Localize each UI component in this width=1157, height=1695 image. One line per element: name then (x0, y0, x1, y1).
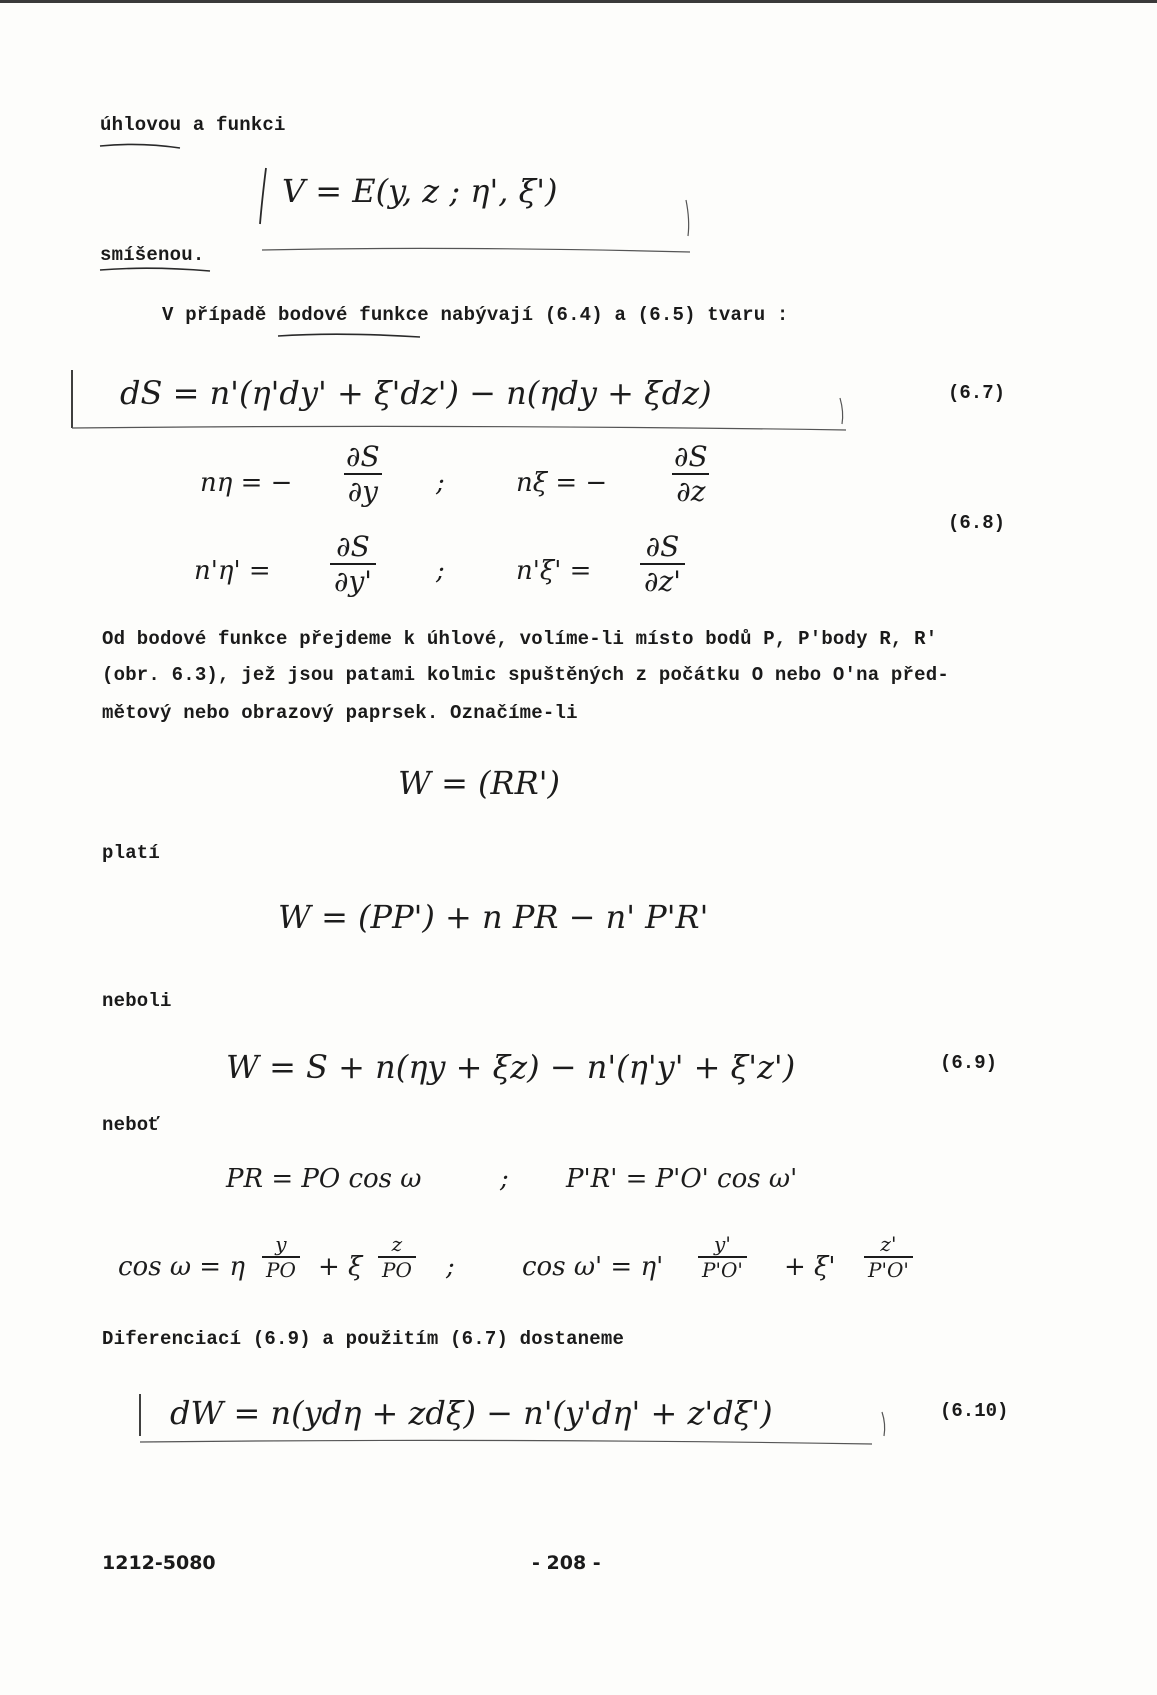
fraction-numerator: ∂S (336, 530, 370, 563)
equation-cos-right-fraction-2 (864, 1232, 913, 1282)
fraction-numerator: ∂S (346, 440, 380, 473)
equation-6-9: W = S + n(ηy + ξz) − n'(η'y' + ξ'z') (226, 1048, 796, 1086)
equation-PR-prime: P'R' = P'O' cos ω' (566, 1164, 798, 1194)
page-number: - 208 - (532, 1552, 601, 1574)
fraction-numerator: y' (714, 1232, 731, 1256)
equation-6-10: dW = n(ydη + zdξ) − n'(y'dη' + z'dξ') (170, 1394, 773, 1432)
equation-6-8d-fraction (640, 530, 685, 598)
text-paragraph-3: Diferenciací (6.9) a použitím (6.7) dostaneme (102, 1328, 625, 1350)
text-neboli: neboli (102, 990, 172, 1012)
equation-6-8d-lhs: n'ξ' = (516, 556, 592, 586)
equation-number-6-7: (6.7) (948, 382, 1006, 404)
text-plati: platí (102, 842, 161, 864)
text-paragraph-2-line-3: mětový nebo obrazový paprsek. Označíme-li (102, 702, 578, 724)
equation-W: W = (RR') (398, 764, 560, 802)
fraction-denominator: ∂z' (640, 563, 685, 598)
text-line-smisenou: smíšenou. (100, 244, 205, 266)
fraction-denominator: ∂y (344, 473, 382, 508)
fraction-numerator: ∂S (645, 530, 680, 563)
equation-cos-left-mid: + ξ (318, 1252, 363, 1282)
fraction-denominator: ∂z (672, 473, 709, 508)
equation-number-6-9: (6.9) (940, 1052, 998, 1074)
fraction-numerator: y (275, 1232, 287, 1256)
equation-cos-right-prefix: cos ω' = η' (522, 1252, 664, 1282)
fraction-numerator: z (391, 1232, 403, 1256)
footer-code: 1212-5080 (102, 1552, 216, 1574)
equation-cos-left-prefix: cos ω = η (118, 1252, 245, 1282)
text-paragraph-2-line-1: Od bodové funkce přejdeme k úhlové, volíme-li místo bodů P, P'body R, R' (102, 628, 938, 650)
text-paragraph-1: V případě bodové funkce nabývají (6.4) a (6.5) tvaru : (162, 304, 789, 326)
fraction-denominator: P'O' (864, 1256, 913, 1282)
equation-cos-right-fraction-1 (698, 1232, 747, 1282)
fraction-denominator: P'O' (698, 1256, 747, 1282)
equation-6-8c-lhs: n'η' = (194, 556, 271, 586)
equation-W-expansion: W = (PP') + n PR − n' P'R' (278, 898, 709, 936)
separator-semicolon: ; (500, 1164, 509, 1194)
equation-V: V = E(y, z ; η', ξ') (282, 172, 558, 210)
separator-semicolon: ; (436, 556, 445, 586)
equation-PR: PR = PO cos ω (226, 1164, 422, 1194)
text-nebot: neboť (102, 1114, 161, 1136)
text-line-uhlovou: úhlovou a funkci (100, 114, 286, 136)
equation-6-8b-lhs: nξ = − (516, 468, 608, 498)
equation-number-6-10: (6.10) (940, 1400, 1009, 1422)
fraction-numerator: z' (880, 1232, 897, 1256)
equation-cos-left-fraction-2 (378, 1232, 416, 1282)
equation-6-8b-fraction (670, 440, 712, 508)
equation-cos-right-mid: + ξ' (784, 1252, 836, 1282)
fraction-denominator: ∂y' (330, 563, 376, 598)
fraction-numerator: ∂S (674, 440, 708, 473)
equation-6-7: dS = n'(η'dy' + ξ'dz') − n(ηdy + ξdz) (120, 374, 712, 412)
separator-semicolon: ; (446, 1252, 455, 1282)
equation-number-6-8: (6.8) (948, 512, 1006, 534)
fraction-denominator: PO (262, 1256, 300, 1282)
equation-6-8a-fraction (342, 440, 384, 508)
fraction-denominator: PO (378, 1256, 416, 1282)
text-paragraph-2-line-2: (obr. 6.3), jež jsou patami kolmic spuštěných z počátku O nebo O'na před- (102, 664, 949, 686)
equation-cos-left-fraction-1 (262, 1232, 300, 1282)
equation-6-8a-lhs: nη = − (200, 468, 293, 498)
separator-semicolon: ; (436, 468, 445, 498)
equation-6-8c-fraction (330, 530, 376, 598)
